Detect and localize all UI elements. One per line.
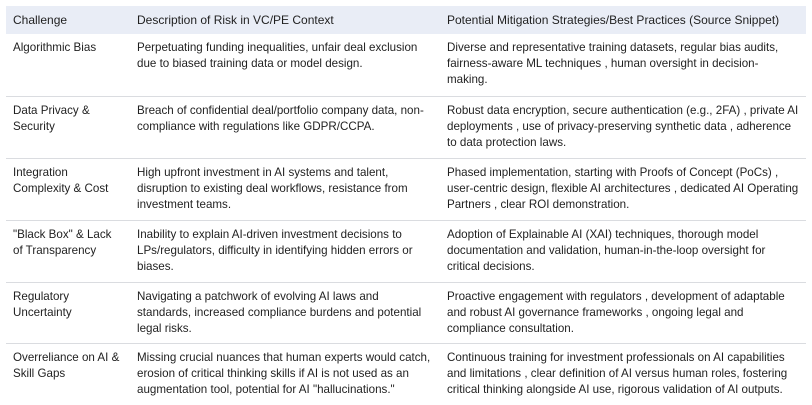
table-header <box>6 6 806 34</box>
header-description: Description of Risk in VC/PE Context <box>130 6 440 34</box>
table-row <box>6 97 806 159</box>
table-row <box>6 159 806 221</box>
risk-mitigation-table-container <box>6 6 806 405</box>
mitigation-cell: Robust data encryption, secure authentication (e.g., 2FA) , private AI deployments , use of privacy-preserving synthetic data , adherence to data protection laws. <box>440 97 806 159</box>
description-cell: Missing crucial nuances that human experts would catch, erosion of critical thinking skills if AI is not used as an augmentation tool, potential for AI "hallucinations." <box>130 344 440 405</box>
table-body <box>6 34 806 405</box>
table-row <box>6 34 806 97</box>
header-row <box>6 6 806 34</box>
header-mitigation: Potential Mitigation Strategies/Best Practices (Source Snippet) <box>440 6 806 34</box>
table-row <box>6 221 806 283</box>
description-cell: Navigating a patchwork of evolving AI laws and standards, increased compliance burdens and potential legal risks. <box>130 283 440 344</box>
description-cell: Inability to explain AI-driven investment decisions to LPs/regulators, difficulty in identifying hidden errors or biases. <box>130 221 440 283</box>
challenge-cell: Overreliance on AI & Skill Gaps <box>6 344 130 405</box>
description-cell: Breach of confidential deal/portfolio company data, non-compliance with regulations like GDPR/CCPA. <box>130 97 440 159</box>
mitigation-cell: Adoption of Explainable AI (XAI) techniques, thorough model documentation and validation, human-in-the-loop oversight for critical decisions. <box>440 221 806 283</box>
header-challenge: Challenge <box>6 6 130 34</box>
mitigation-cell: Phased implementation, starting with Proofs of Concept (PoCs) , user-centric design, flexible AI architectures , dedicated AI Operating Partners , clear ROI demonstration. <box>440 159 806 221</box>
challenge-cell: Data Privacy & Security <box>6 97 130 159</box>
table-row <box>6 344 806 405</box>
challenge-cell: "Black Box" & Lack of Transparency <box>6 221 130 283</box>
description-cell: High upfront investment in AI systems and talent, disruption to existing deal workflows, resistance from investment teams. <box>130 159 440 221</box>
mitigation-cell: Diverse and representative training datasets, regular bias audits, fairness-aware ML techniques , human oversight in decision-making. <box>440 34 806 97</box>
description-cell: Perpetuating funding inequalities, unfair deal exclusion due to biased training data or model design. <box>130 34 440 97</box>
mitigation-cell: Continuous training for investment professionals on AI capabilities and limitations , clear definition of AI versus human roles, fostering critical thinking alongside AI use, rigorous validation of AI outputs. <box>440 344 806 405</box>
risk-mitigation-table <box>6 6 806 405</box>
challenge-cell: Integration Complexity & Cost <box>6 159 130 221</box>
mitigation-cell: Proactive engagement with regulators , development of adaptable and robust AI governance frameworks , ongoing legal and compliance consultation. <box>440 283 806 344</box>
table-row <box>6 283 806 344</box>
challenge-cell: Algorithmic Bias <box>6 34 130 97</box>
challenge-cell: Regulatory Uncertainty <box>6 283 130 344</box>
